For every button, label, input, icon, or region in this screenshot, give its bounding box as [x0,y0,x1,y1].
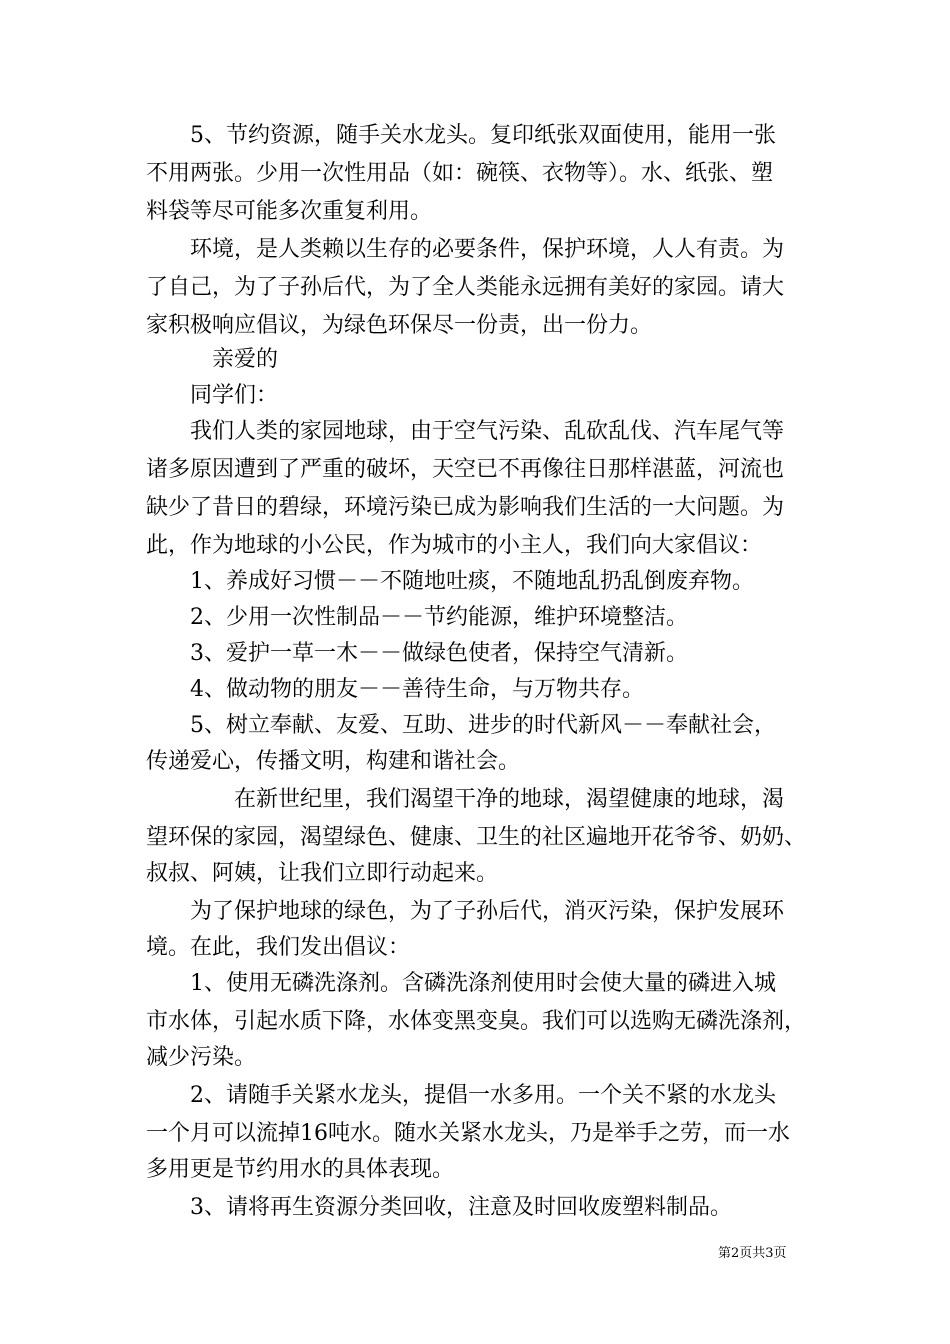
text-line: 不用两张。少用一次性用品（如：碗筷、衣物等）。水、纸张、塑 [146,161,774,186]
text-line: 1、养成好习惯－－不随地吐痰，不随地乱扔乱倒废弃物。 [146,569,754,594]
text-line: 为了保护地球的绿色，为了子孙后代，消灭污染，保护发展环 [146,899,785,924]
salutation-line: 亲爱的 [146,347,279,372]
text-line: 在新世纪里，我们渴望干净的地球，渴望健康的地球，渴 [146,787,785,812]
text-line: 叔叔、阿姨，让我们立即行动起来。 [146,861,499,886]
text-line: 环境，是人类赖以生存的必要条件，保护环境，人人有责。为 [146,237,785,262]
text-line: 5、树立奉献、友爱、互助、进步的时代新风－－奉献社会， [146,713,776,738]
text-line: 2、少用一次性制品－－节约能源，维护环境整洁。 [146,605,688,630]
page-number-footer: 第2页共3页 [718,1246,787,1261]
text-line: 一个月可以流掉16吨水。随水关紧水龙头，乃是举手之劳，而一水 [146,1121,790,1146]
text-line: 多用更是节约用水的具体表现。 [146,1157,455,1182]
text-line: 我们人类的家园地球，由于空气污染、乱砍乱伐、汽车尾气等 [146,419,785,444]
text-line: 5、节约资源，随手关水龙头。复印纸张双面使用，能用一张 [146,123,776,148]
text-line: 境。在此，我们发出倡议： [146,935,411,960]
text-line: 减少污染。 [146,1045,257,1070]
salutation-line: 同学们： [146,383,279,408]
text-line: 4、做动物的朋友－－善待生命，与万物共存。 [146,677,644,702]
text-line: 望环保的家园，渴望绿色、健康、卫生的社区遍地开花爷爷、奶奶、 [146,825,807,850]
text-line: 家积极响应倡议，为绿色环保尽一份责，出一份力。 [146,313,653,338]
text-line: 3、爱护一草一木－－做绿色使者，保持空气清新。 [146,641,688,666]
text-line: 了自己，为了子孙后代，为了全人类能永远拥有美好的家园。请大 [146,275,785,300]
text-line: 1、使用无磷洗涤剂。含磷洗涤剂使用时会使大量的磷进入城 [146,971,776,996]
text-line: 传递爱心，传播文明，构建和谐社会。 [146,749,521,774]
text-line: 缺少了昔日的碧绿，环境污染已成为影响我们生活的一大问题。为 [146,495,785,520]
text-line: 料袋等尽可能多次重复利用。 [146,199,433,224]
text-line: 市水体，引起水质下降，水体变黑变臭。我们可以选购无磷洗涤剂， [146,1009,807,1034]
text-line: 3、请将再生资源分类回收，注意及时回收废塑料制品。 [146,1195,732,1220]
text-line: 诸多原因遭到了严重的破坏，天空已不再像往日那样湛蓝，河流也 [146,457,785,482]
text-line: 此，作为地球的小公民，作为城市的小主人，我们向大家倡议： [146,533,763,558]
text-line: 2、请随手关紧水龙头，提倡一水多用。一个关不紧的水龙头 [146,1083,776,1108]
